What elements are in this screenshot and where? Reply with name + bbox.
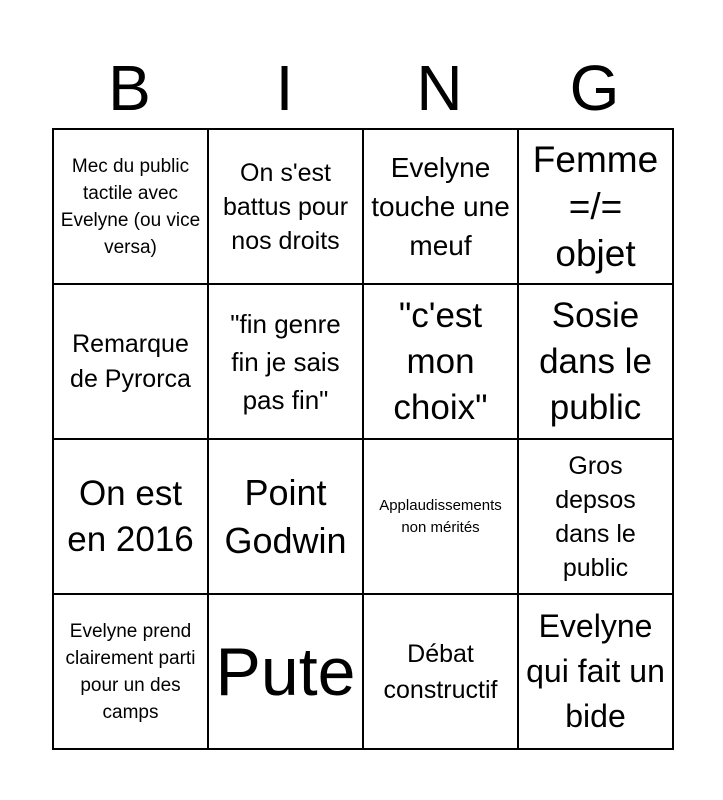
- cell-text: Applaudissements non mérités: [379, 496, 502, 536]
- bingo-cell[interactable]: [364, 130, 519, 285]
- cell-text: On s'est battus pour nos droits: [222, 158, 349, 255]
- bingo-cell[interactable]: [209, 130, 364, 285]
- bingo-cell[interactable]: [519, 285, 674, 440]
- bingo-cell[interactable]: [364, 440, 519, 595]
- cell-text: "c'est mon choix": [393, 295, 488, 427]
- bingo-cell[interactable]: [54, 440, 209, 595]
- bingo-cell[interactable]: [54, 285, 209, 440]
- bingo-cell[interactable]: [519, 440, 674, 595]
- bingo-cell[interactable]: [364, 285, 519, 440]
- cell-text: Mec du public tactile avec Evelyne (ou vice versa): [60, 155, 201, 258]
- header-letter-g: G: [569, 52, 620, 124]
- cell-text: Remarque de Pyrorca: [70, 329, 191, 393]
- cell-text: Evelyne prend clairement parti pour un des camps: [65, 620, 196, 723]
- bingo-grid: [52, 128, 674, 750]
- cell-text: Débat constructif: [383, 639, 498, 704]
- header-letter-b: B: [108, 52, 151, 124]
- cell-text: Femme =/= objet: [532, 139, 659, 274]
- cell-text: Gros depsos dans le public: [555, 451, 636, 582]
- bingo-cell[interactable]: [519, 595, 674, 750]
- bingo-header: [52, 52, 672, 124]
- cell-text: Point Godwin: [224, 471, 347, 561]
- bingo-cell[interactable]: [364, 595, 519, 750]
- cell-text: Evelyne qui fait un bide: [526, 608, 665, 734]
- bingo-cell[interactable]: [209, 285, 364, 440]
- bingo-cell[interactable]: [209, 440, 364, 595]
- cell-text: On est en 2016: [67, 473, 194, 559]
- bingo-cell[interactable]: [54, 595, 209, 750]
- bingo-cell[interactable]: [209, 595, 364, 750]
- bingo-cell[interactable]: [519, 130, 674, 285]
- bingo-cell[interactable]: [54, 130, 209, 285]
- cell-text: Sosie dans le public: [539, 295, 652, 427]
- header-letter-i: I: [275, 52, 294, 124]
- cell-text: Pute: [215, 633, 356, 710]
- cell-text: Evelyne touche une meuf: [371, 152, 510, 261]
- header-letter-n: N: [416, 52, 463, 124]
- cell-text: "fin genre fin je sais pas fin": [230, 308, 341, 415]
